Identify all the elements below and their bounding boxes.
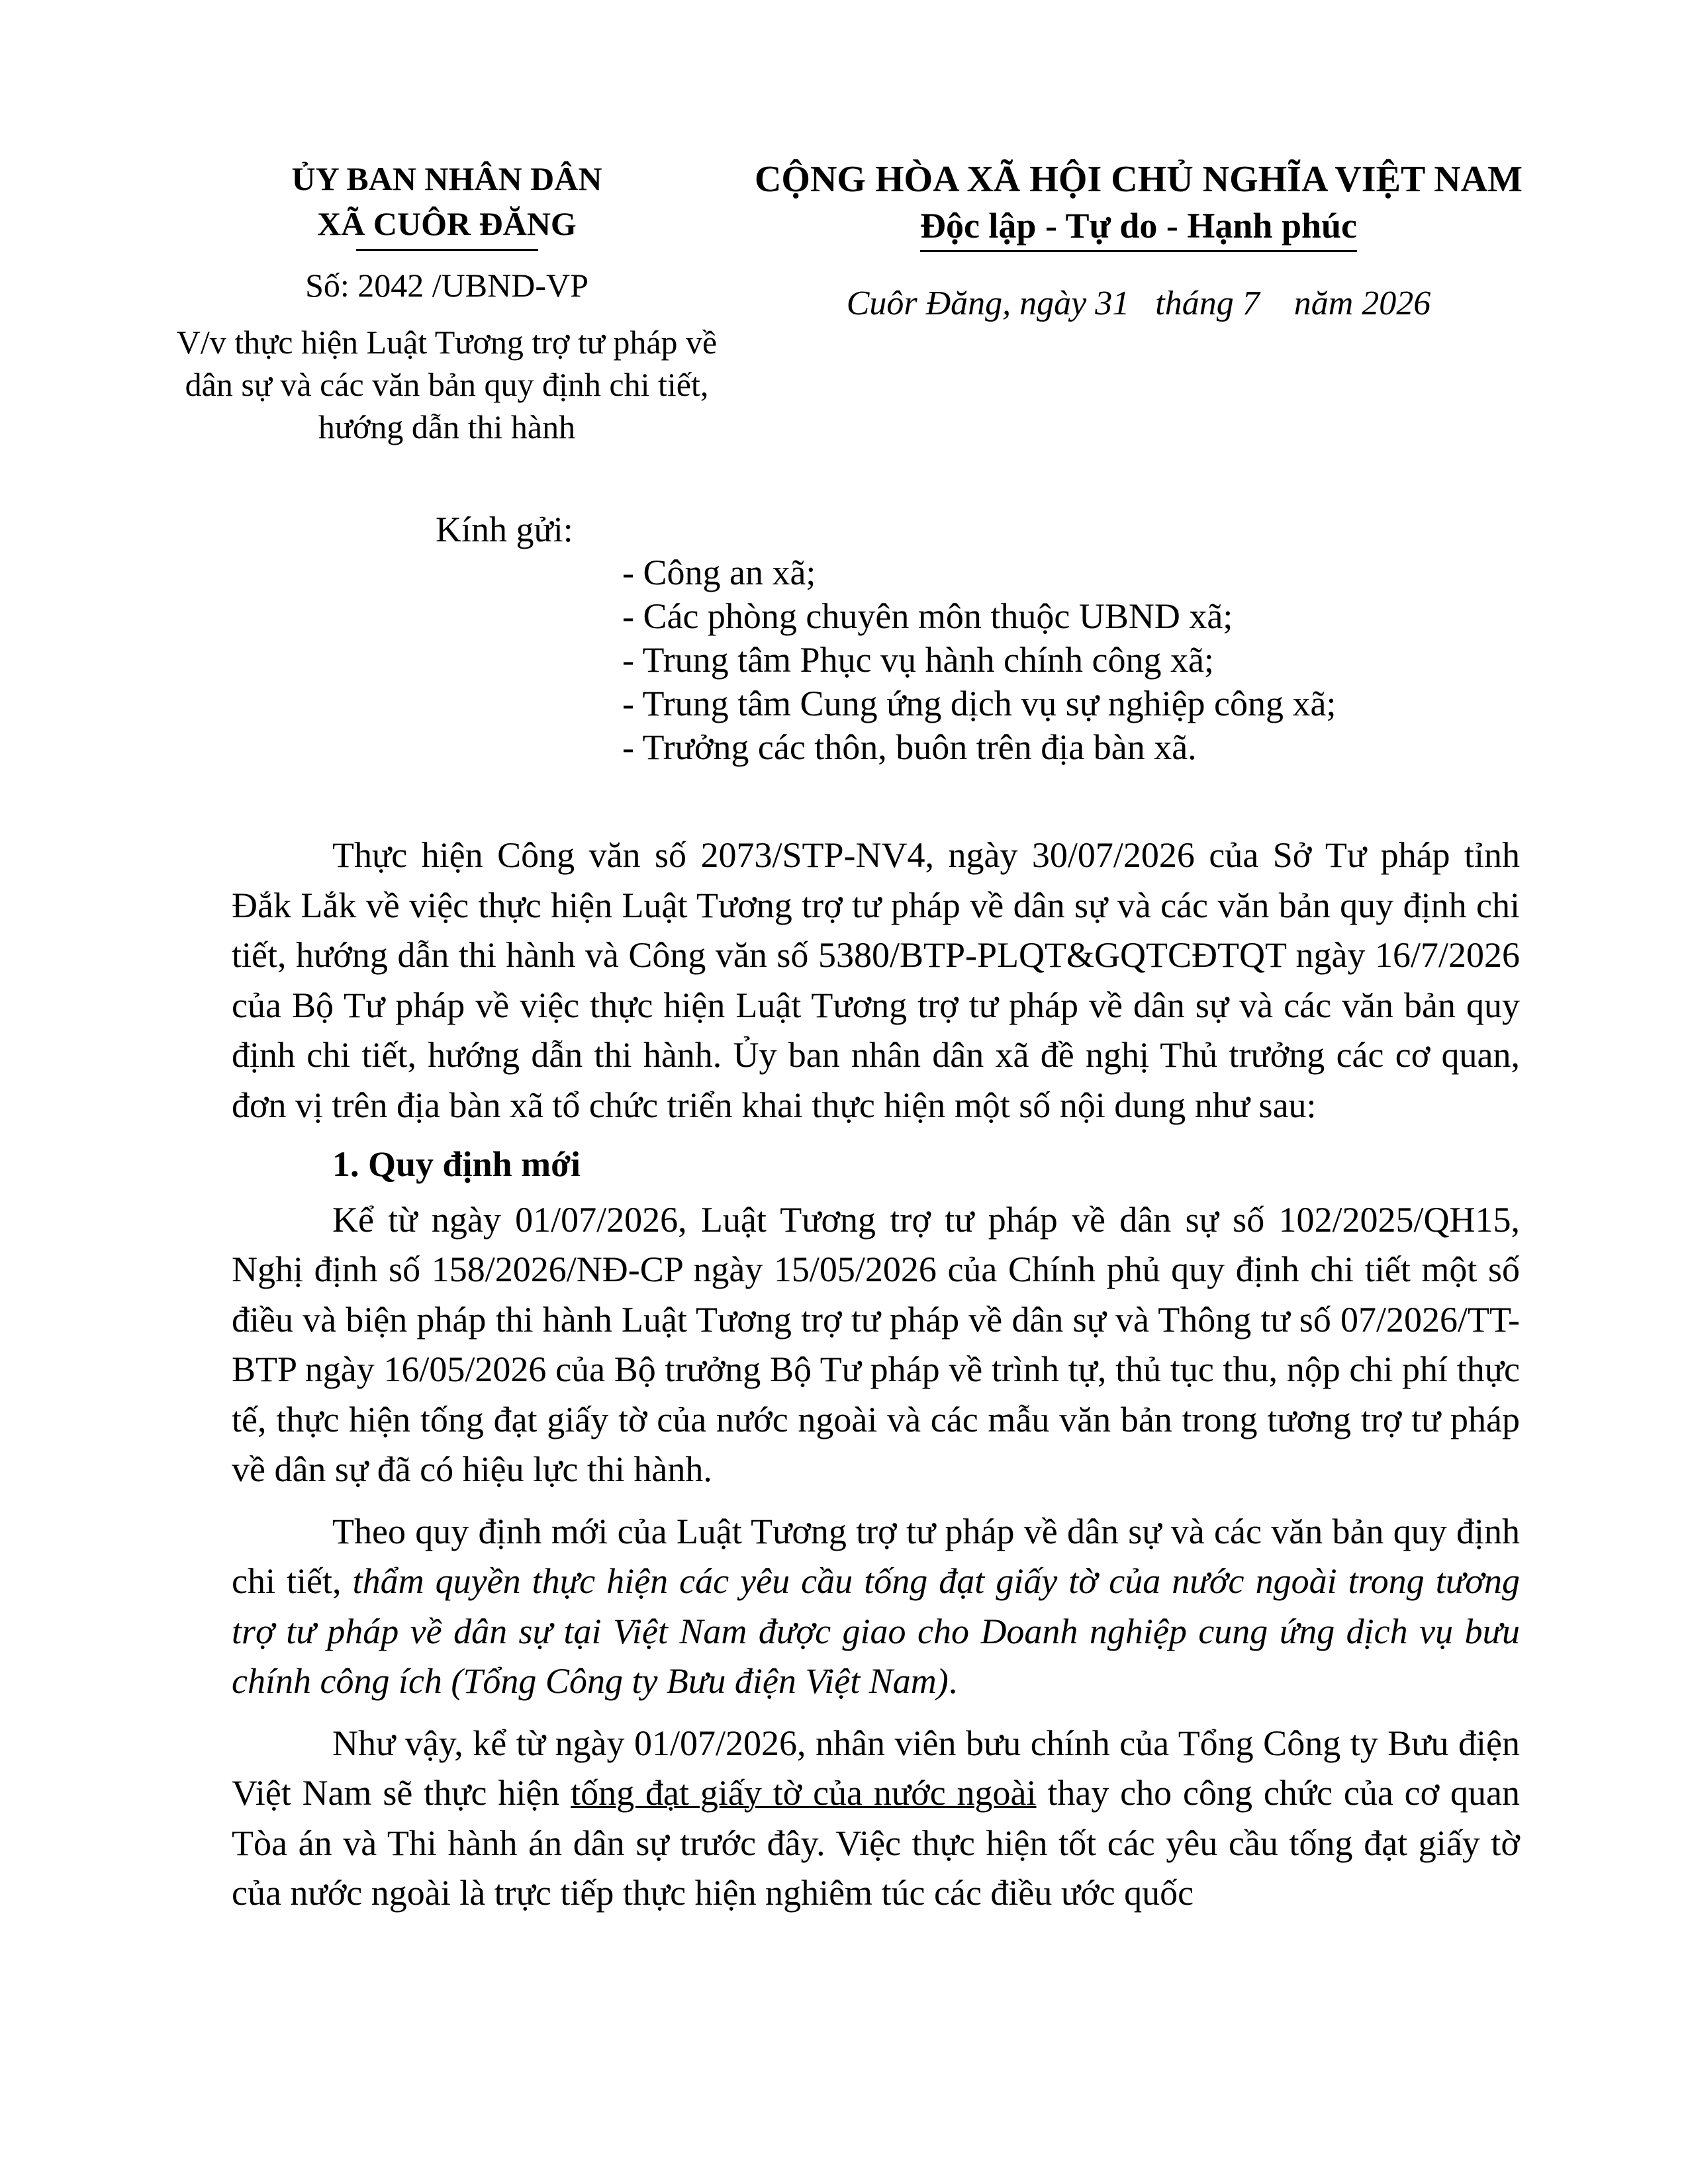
agency-underline	[356, 249, 538, 251]
national-title: CỘNG HÒA XÃ HỘI CHỦ NGHĨA VIỆT NAM	[754, 159, 1523, 200]
recipient-item: - Trung tâm Phục vụ hành chính công xã;	[622, 640, 1214, 680]
date-year: 2026	[1362, 285, 1431, 322]
paragraph-text: .	[948, 1661, 958, 1701]
agency-header	[156, 156, 738, 448]
recipient-item: - Trưởng các thôn, buôn trên địa bàn xã.	[622, 727, 1197, 767]
date-month-label: tháng	[1155, 285, 1234, 322]
national-motto: Độc lập - Tự do - Hạnh phúc	[920, 203, 1357, 252]
recipients-list	[622, 551, 1336, 769]
recipient-item: - Trung tâm Cung ứng dịch vụ sự nghiệp công xã;	[622, 684, 1336, 723]
document-subject: V/v thực hiện Luật Tương trợ tư pháp về dân sự và các văn bản quy định chi tiết, hướng dẫn thi hành	[176, 324, 718, 445]
paragraph-text: Theo quy định mới của Luật Tương trợ tư pháp về dân sự và các văn bản quy định chi tiết,	[232, 1511, 1520, 1601]
date-day: 31	[1095, 285, 1130, 322]
body-paragraph	[232, 1719, 1520, 1919]
body-paragraph: Kể từ ngày 01/07/2026, Luật Tương trợ tư pháp về dân sự số 102/2025/QH15, Nghị định số 158/2026/NĐ-CP ngày 15/05/2026 của Chính phủ quy định chi tiết một số điều và biện pháp thi hành Luật Tương trợ tư pháp về dân sự và Thông tư số 07/2026/TT-BTP ngày 16/05/2026 của Bộ trưởng Bộ Tư pháp về trình tự, thủ tục thu, nộp chi phí thực tế, thực hiện tống đạt giấy tờ của nước ngoài và các mẫu văn bản trong tương trợ tư pháp về dân sự đã có hiệu lực thi hành.	[232, 1199, 1520, 1489]
national-header	[728, 156, 1549, 325]
intro-paragraph: Thực hiện Công văn số 2073/STP-NV4, ngày 30/07/2026 của Sở Tư pháp tỉnh Đắk Lắk về việc thực hiện Luật Tương trợ tư pháp về dân sự và các văn bản quy định chi tiết, hướng dẫn thi hành và Công văn số 5380/BTP-PLQT&GQTCĐTQT ngày 16/7/2026 của Bộ Tư pháp về việc thực hiện Luật Tương trợ tư pháp về dân sự và các văn bản quy định chi tiết, hướng dẫn thi hành. Ủy ban nhân dân xã đề nghị Thủ trưởng các cơ quan, đơn vị trên địa bàn xã tổ chức triển khai thực hiện một số nội dung như sau:	[232, 835, 1520, 1125]
issue-date	[728, 283, 1549, 325]
paragraph-text: Như vậy, kể từ ngày 01/07/2026, nhân viên bưu chính của Tổng Công ty Bưu điện Việt Nam sẽ thực hiện	[232, 1723, 1520, 1813]
agency-name-line2: XÃ CUÔR ĐĂNG	[317, 205, 577, 242]
recipient-item: - Các phòng chuyên môn thuộc UBND xã;	[622, 596, 1233, 636]
recipient-item: - Công an xã;	[622, 553, 816, 592]
date-place: Cuôr Đăng, ngày	[846, 285, 1087, 322]
paragraph-text: thay cho công chức của cơ quan Tòa án và Thi hành án dân sự trước đây. Việc thực hiện tốt các yêu cầu tống đạt giấy tờ của nước ngoài là trực tiếp thực hiện nghiêm túc các điều ước quốc	[232, 1773, 1521, 1913]
underlined-text: tống đạt giấy tờ của nước ngoài	[571, 1773, 1037, 1813]
agency-name-line1: ỦY BAN NHÂN DÂN	[291, 160, 602, 197]
emphasized-text: thẩm quyền thực hiện các yêu cầu tống đạt giấy tờ của nước ngoài trong tương trợ tư pháp về dân sự tại Việt Nam được giao cho Doanh nghiệp cung ứng dịch vụ bưu chính công ích (Tổng Công ty Bưu điện Việt Nam)	[232, 1561, 1521, 1701]
document-body	[232, 831, 1520, 1919]
date-year-label: năm	[1293, 285, 1354, 322]
section-heading: 1. Quy định mới	[332, 1144, 581, 1184]
recipients-label: Kính gửi:	[436, 510, 573, 549]
date-month: 7	[1242, 285, 1260, 322]
document-number: Số: 2042 /UBND-VP	[305, 267, 588, 304]
body-paragraph	[232, 1507, 1520, 1707]
